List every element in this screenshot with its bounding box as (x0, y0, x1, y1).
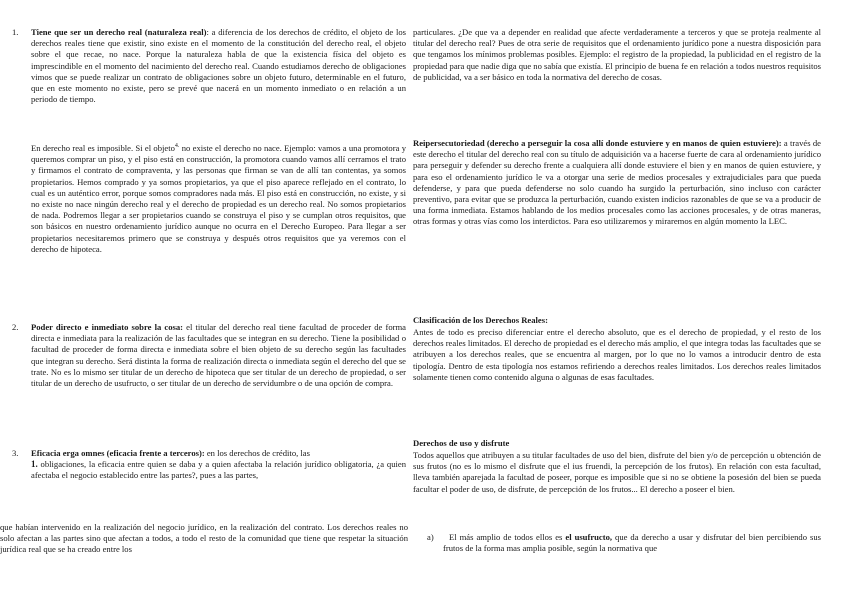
left-continuation-paragraph: que habían intervenido en la realización del negocio jurídico, en la realización del contrato. Los derechos reales no solo afectan a las partes sino que afectan a todos, a todo el resto de la comunidad que tiene que respetar la situación jurídica real que se ha creado entre los (0, 522, 408, 555)
list-item-3-title: Eficacia erga omnes (eficacia frente a terceros): (31, 448, 205, 458)
sub-item-a-marker: a) (427, 532, 434, 542)
list-number-1: 1. (12, 27, 19, 37)
list-item-1-text: Tiene que ser un derecho real (naturaleza real): a diferencia de los derechos de crédito, el objeto de los derechos reales tiene que existir, sino existe en el momento de la constitución del derecho real, el objeto sobre el que recae, no nace. Porque la naturaleza habla de que la existencia física del objeto es imprescindible en el momento del nacimiento del derecho real. Cuando estudiamos derecho de obligaciones vimos que se puede realizar un contrato de obligaciones sobre un objeto futuro, determinable en el futuro, que en este momento no existe, pero se prevé que nacerá en un momento inmediato o en relación a un periodo de tiempo. (31, 27, 406, 105)
list-item-1-paragraph-2: En derecho real es imposible. Si el objeto$^{4.}$ no existe el derecho no nace. Ejemplo: vamos a una promotora y queremos comprar un piso, y el piso está en construcción, la promotora cuando vamos allí cerramos el trato y firmamos el contrato de compraventa, y las personas que firman se van de allí tan contentas, ya somos propietarios. Hemos comprado y ya somos propietarios, ya que el piso aparece reflejado en el contrato, lo cual es un auténtico error, porque somos compradores nada más. El piso está en construcción, no existe, y si no existe no nace ningún derecho real y el derecho de propiedad es un derecho real. No somos propietarios de nada. Podremos llegar a ser propietarios cuando se construya el piso y se cumplan otros requisitos, que son básicos en nuestro ordenamiento jurídico aunque no ocurra en el Derecho Europeo. Para llegar a ser propietarios necesitaremos primero que se construya y después otros requisitos que ya veremos con el derecho de hipoteca. (31, 143, 406, 254)
intro-paragraph: particulares. ¿De que va a depender en realidad que afecte verdaderamente a terceros y que se proteja realmente al titular del derecho real? Pues de otra serie de requisitos que el ordenamiento jurídico pone a nuestra disposición para que tengamos los mínimos problemas posibles. Ejemplo: el registro de la propiedad, la publicidad en el registro de la propiedad para que nadie diga que no sabía que existía. El principio de buena fe en relación a todos nuestros requisitos de publicidad, va a ser básico en toda la normativa del derecho de cosas. (413, 27, 821, 82)
sub-item-a-text: El más amplio de todos ellos es el usufructo, que da derecho a usar y disfrutar del bien percibiendo sus frutos de la forma mas amplia posible, según la normativa que (443, 532, 821, 554)
uso-disfrute-heading: Derechos de uso y disfrute (413, 438, 510, 448)
list-item-1 (0, 27, 408, 139)
reipersecutoriedad-title: Reipersecutoriedad (derecho a perseguir la cosa allí donde estuviere y en manos de quien estuviere): (413, 138, 782, 148)
footnote-marker-4: 4. (174, 143, 180, 150)
clasificacion-heading: Clasificación de los Derechos Reales: (413, 315, 548, 325)
usufructo-term: el usufructo, (565, 532, 613, 542)
list-item-3-text: Eficacia erga omnes (eficacia frente a terceros): en los derechos de crédito, las 1. obligaciones, la eficacia entre quien se daba y a quien afectaba la relación jurídico obligatoria, ¿a quien afectaba el negocio establecido entre las partes?, pues a las partes, (31, 448, 406, 481)
list-item-2-title: Poder directo e inmediato sobre la cosa: (31, 322, 184, 332)
list-item-1-title: Tiene que ser un derecho real (naturaleza real) (31, 27, 207, 37)
clasificacion-paragraph: Antes de todo es preciso diferenciar entre el derecho absoluto, que es el derecho de propiedad, y el resto de los derechos reales limitados. El derecho de propiedad es el derecho más amplio, el que integra todas las facultades que se atribuyen a los derechos reales, que se encuentra al margen, por lo que no lo vamos a introducir dentro de esta tipología. Dentro de esta tipología nos estamos refiriendo a derechos reales limitados. Los derechos reales limitados solamente tienen como contenido alguna o algunas de esas facultades. (413, 327, 821, 382)
list-number-2: 2. (12, 322, 19, 332)
uso-disfrute-paragraph: Todos aquellos que atribuyen a su titular facultades de uso del bien, disfrute del bien y/o de percepción u obtención de sus frutos (no es lo mismo el disfrute que el ius fruendi, la percepción de los frutos). En relación con esta facultad, lleva también aparejada la facultad de poseer, porque es imposible que si no se obtiene la posesión del bien se pueda facultar el poder de uso, de disfrute, de percepción de los frutos... El derecho a poseer el bien. (413, 450, 821, 494)
footnote-marker-1: 1. (31, 459, 38, 470)
reipersecutoriedad-paragraph: Reipersecutoriedad (derecho a perseguir la cosa allí donde estuviere y en manos de quien estuviere): a través de este derecho el titular del derecho real con su título de adquisición va a hacerse fuerte de cara al ordenamiento jurídico para perseguir y defender su derecho frente a cualquiera allí donde estuviere el bien y en manos de quien estuviere, y para eso el ordenamiento jurídico le va a otorgar una serie de medios procesales y extrajudiciales para que pueda defenderse, y para que pueda defenderse no solo cuando ha surgido la perturbación, sino incluso con carácter preventivo, para evitar que se produzca la perturbación, cuando existen indicios razonables de que se va a producir de una forma inmediata. Estamos hablando de los medios procesales como las acciones procesales, y de otras maneras, otras formas y otras vías como los interdictos. Para eso utilizaremos y miraremos en algún momento la LEC. (413, 138, 822, 227)
list-number-3: 3. (12, 448, 19, 458)
list-item-2-text: Poder directo e inmediato sobre la cosa: el titular del derecho real tiene facultad de proceder de forma directa e inmediata para la realización de las facultades que se integran en su derecho. Tiene la posibilidad o facultad de proceder de forma directa e inmediata sobre el bien objeto de su derecho según las facultades que integran su derecho. Será distinta la forma de realización directa o inmediata según el derecho del que se trate. No es lo mismo ser titular de un derecho de hipoteca que ser titular de un derecho de propiedad, o ser titular de un derecho de usufructo, o ser titular de un derecho de servidumbre o de una opción de compra. (31, 322, 406, 389)
